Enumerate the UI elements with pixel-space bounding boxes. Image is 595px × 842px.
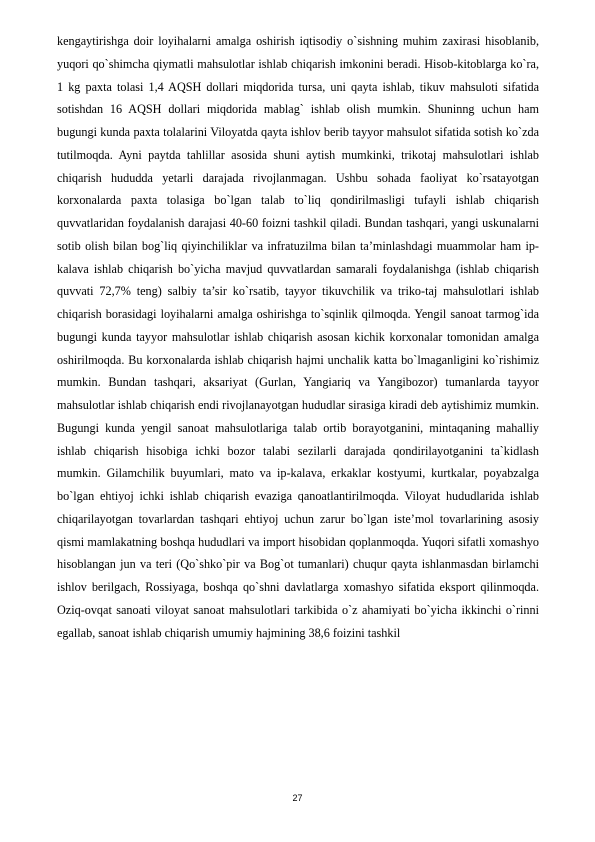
- body-paragraph: kengaytirishga doir loyihalarni amalga oshirish iqtisodiy o`sishning muhim zaxirasi hisoblanib, yuqori qo`shimcha qiymatli mahsulotlar ishlab chiqarish imkonini beradi. Hisob-kitoblarga ko`ra, 1 kg paxta tolasi 1,4 AQSH dollari miqdorida tursa, uni qayta ishlab, tikuv mahsuloti sifatida sotishdan 16 AQSH dollari miqdorida mablag` ishlab olish mumkin. Shuninng uchun ham bugungi kunda paxta tolalarini Viloyatda qayta ishlov berib tayyor mahsulot sifatida sotish ko`zda tutilmoqda. Ayni paytda tahlillar asosida shuni aytish mumkinki, trikotaj mahsulotlari ishlab chiqarish hududda yetarli darajada rivojlanmagan. Ushbu sohada faoliyat ko`rsatayotgan korxonalarda paxta tolasiga bo`lgan talab to`liq qondirilmasligi tufayli ishlab chiqarish quvvatlaridan foydalanish darajasi 40-60 foizni tashkil qiladi. Bundan tashqari, yangi uskunalarni sotib olish bilan bog`liq qiyinchiliklar va infratuzilma bilan ta’minlashdagi muammolar ham ip-kalava ishlab chiqarish bo`yicha mavjud quvvatlardan samarali foydalanishga (ishlab chiqarish quvvati 72,7% teng) salbiy ta’sir ko`rsatib, tayyor tikuvchilik va triko-taj mahsulotlari ishlab chiqarish borasidagi loyihalarni amalga oshirishga to`sqinlik qilmoqda. Yengil sanoat tarmog`ida bugungi kunda tayyor mahsulotlar ishlab chiqarish asosan kichik korxonalar tomonidan amalga oshirilmoqda. Bu korxonalarda ishlab chiqarish hajmi unchalik katta bo`lmaganligini ko`rishimiz mumkin. Bundan tashqari, aksariyat (Gurlan, Yangiariq va Yangibozor) tumanlarda tayyor mahsulotlar ishlab chiqarish endi rivojlanayotgan hududlar sirasiga kiradi deb aytishimiz mumkin. Bugungi kunda yengil sanoat mahsulotlariga talab ortib borayotganini, mintaqaning mahalliy ishlab chiqarish hisobiga ichki bozor talabi sezilarli darajada qondirilayotganini ta`kidlash mumkin. Gilamchilik buyumlari, mato va ip-kalava, erkaklar kostyumi, kurtkalar, poyabzalga bo`lgan ehtiyoj ichki ishlab chiqarish evaziga qanoatlantirilmoqda. Viloyat hududlarida ishlab chiqarilayotgan tovarlardan tashqari ehtiyoj uchun zarur bo`lgan iste’mol tovarlarining asosiy qismi mamlakatning boshqa hududlari va import hisobidan qoplanmoqda. Yuqori sifatli xomashyo hisoblangan jun va teri (Qo`shko`pir va Bog`ot tumanlari) chuqur qayta ishlanmasdan birlamchi ishlov berilgach, Rossiyaga, boshqa qo`shni davlatlarga xomashyo sifatida eksport qilinmoqda. Oziq-ovqat sanoati viloyat sanoat mahsulotlari tarkibida o`z ahamiyati bo`yicha ikkinchi o`rinni egallab, sanoat ishlab chiqarish umumiy hajmining 38,6 foizini tashkil: [57, 34, 539, 640]
- page-number: 27: [292, 793, 303, 803]
